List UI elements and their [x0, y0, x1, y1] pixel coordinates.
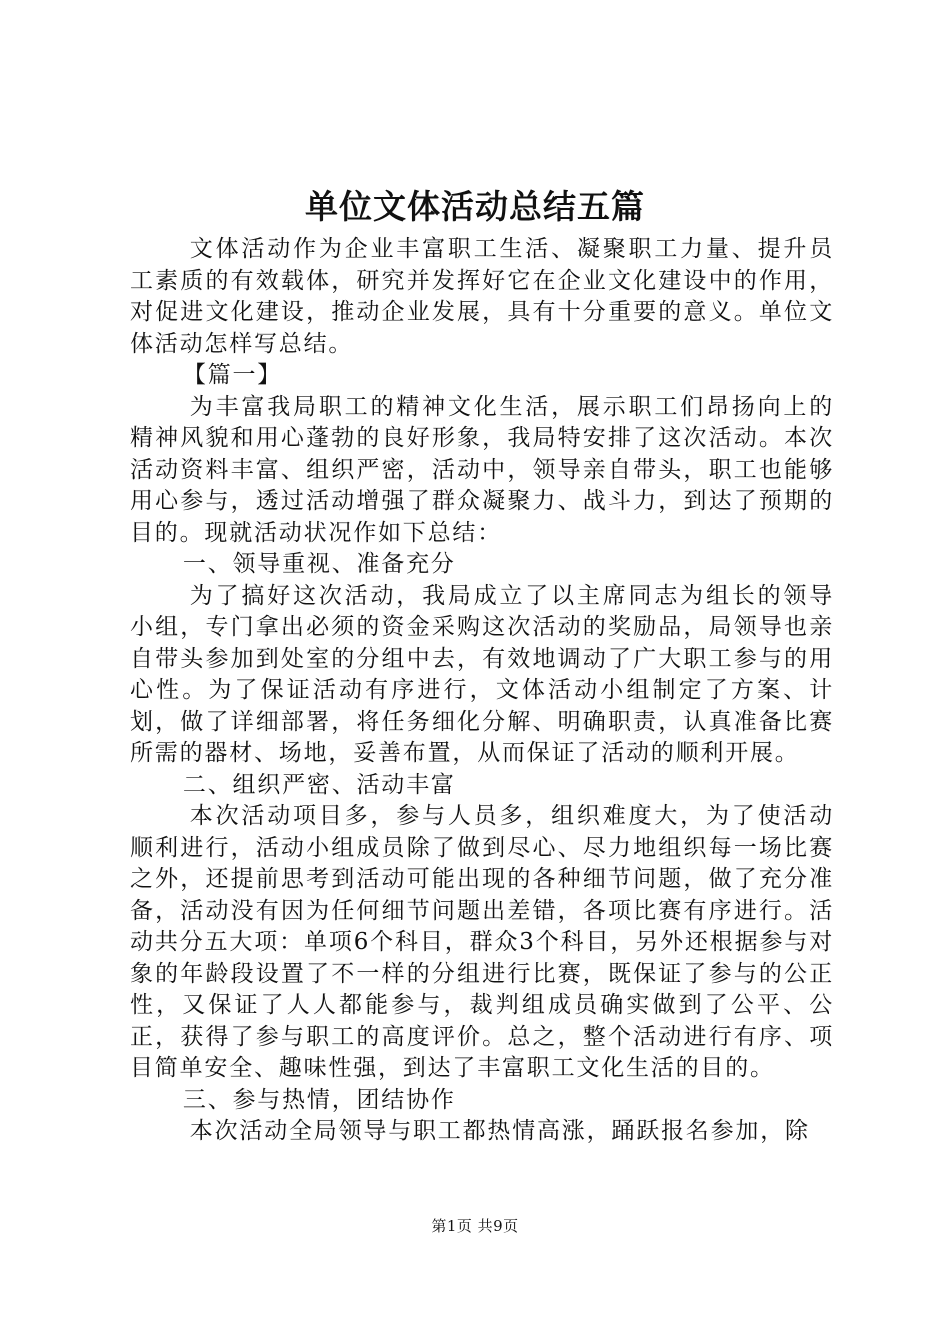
section-heading-part-one: 【篇一】 — [182, 362, 283, 388]
section-heading: 三、参与热情，团结协作 — [182, 1086, 456, 1113]
page-number-footer: 第1页 共9页 — [431, 1217, 519, 1235]
section-heading: 二、组织严密、活动丰富 — [182, 771, 456, 798]
intro-paragraph: 文体活动作为企业丰富职工生活、凝聚职工力量、提升员工素质的有效载体，研究并发挥好它在企业文化建设中的作用，对促进文化建设，推动企业发展，具有十分重要的意义。单位文体活动怎样写总结。 — [130, 236, 834, 357]
body-paragraph: 为了搞好这次活动，我局成立了以主席同志为组长的领导小组，专门拿出必须的资金采购这次活动的奖励品，局领导也亲自带头参加到处室的分组中去，有效地调动了广大职工参与的用心性。为了保证活动有序进行，文体活动小组制定了方案、计划，做了详细部署，将任务细化分解、明确职责，认真准备比赛所需的器材、场地，妥善布置，从而保证了活动的顺利开展。 — [130, 582, 834, 766]
document-body — [130, 234, 834, 1148]
body-paragraph: 本次活动全局领导与职工都热情高涨，踊跃报名参加，除 — [189, 1118, 810, 1144]
document-title: 单位文体活动总结五篇 — [305, 187, 645, 226]
section-heading: 一、领导重视、准备充分 — [182, 551, 456, 577]
body-paragraph: 为丰富我局职工的精神文化生活，展示职工们昂扬向上的精神风貌和用心蓬勃的良好形象，我局特安排了这次活动。本次活动资料丰富、组织严密，活动中，领导亲自带头，职工也能够用心参与，透过活动增强了群众凝聚力、战斗力，到达了预期的目的。现就活动状况作如下总结： — [130, 393, 834, 546]
body-paragraph: 本次活动项目多，参与人员多，组织难度大，为了使活动顺利进行，活动小组成员除了做到尽心、尽力地组织每一场比赛之外，还提前思考到活动可能出现的各种细节问题，做了充分准备，活动没有因为任何细节问题出差错，各项比赛有序进行。活动共分五大项：单项6个科目，群众3个科目，另外还根据参与对象的年龄段设置了不一样的分组进行比赛，既保证了参与的公正性，又保证了人人都能参与，裁判组成员确实做到了公平、公正，获得了参与职工的高度评价。总之，整个活动进行有序、项目简单安全、趣味性强，到达了丰富职工文化生活的目的。 — [130, 803, 834, 1081]
